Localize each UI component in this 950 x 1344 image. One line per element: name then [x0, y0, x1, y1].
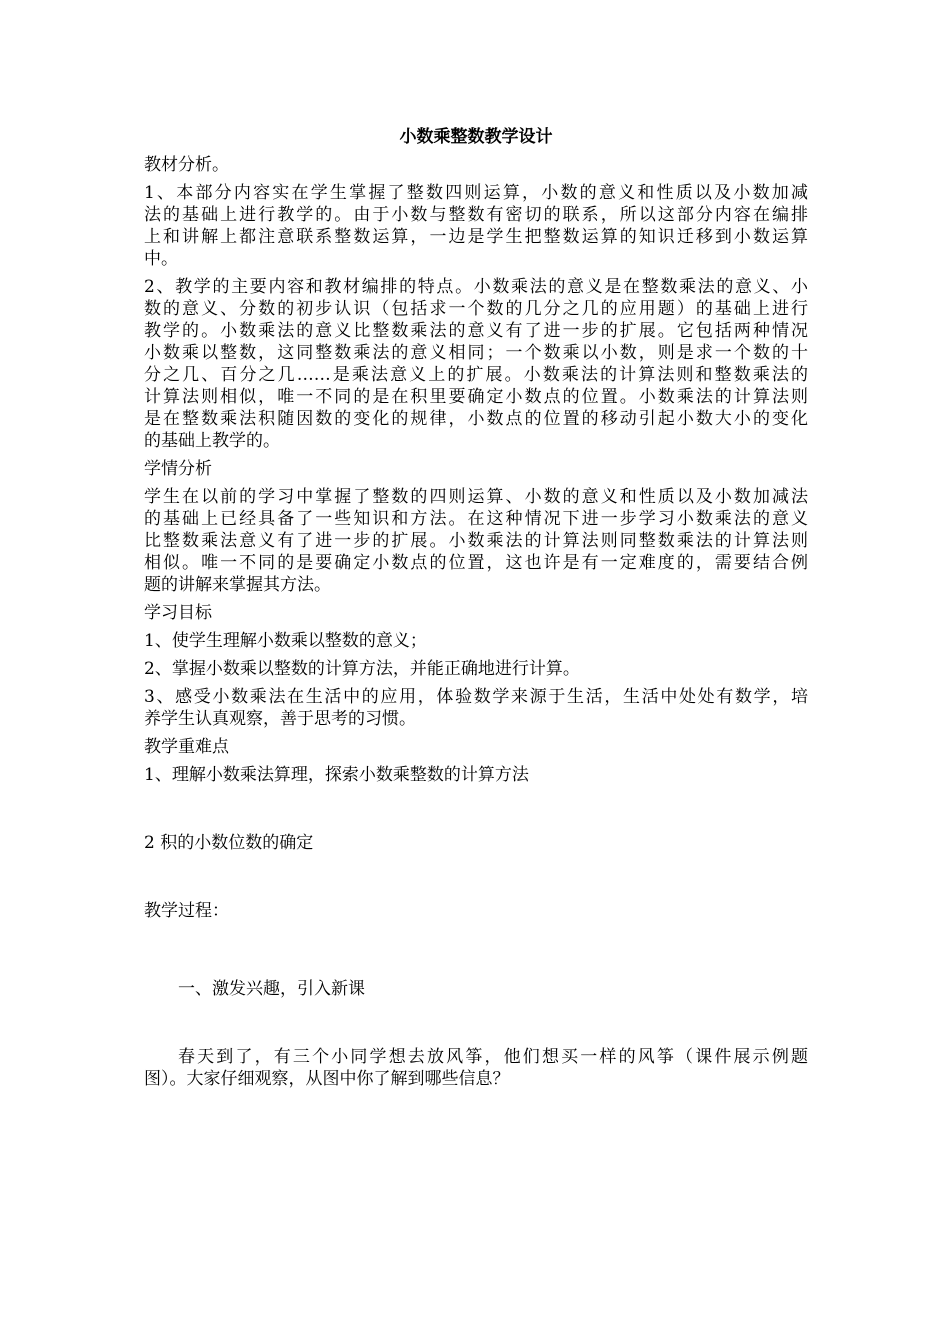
paragraph-line: 3、感受小数乘法在生活中的应用，体验数学来源于生活，生活中处处有数学，培 [144, 687, 808, 707]
paragraph-2 [144, 276, 808, 452]
key-point-2: 2 积的小数位数的确定 [144, 833, 314, 853]
paragraph-line: 2、教学的主要内容和教材编排的特点。小数乘法的意义是在整数乘法的意义、小 [144, 277, 808, 297]
paragraph-line: 1、本部分内容实在学生掌握了整数四则运算，小数的意义和性质以及小数加减 [144, 183, 808, 203]
document-title: 小数乘整数教学设计 [399, 127, 553, 147]
paragraph-line: 养学生认真观察，善于思考的习惯。 [144, 709, 416, 729]
paragraph-line: 的基础上已经具备了一些知识和方法。在这种情况下进一步学习小数乘法的意义 [144, 509, 808, 529]
paragraph-line: 春天到了，有三个小同学想去放风筝，他们想买一样的风筝（课件展示例题 [178, 1047, 808, 1067]
section-heading-material: 教材分析。 [144, 155, 229, 175]
document-page [144, 124, 808, 1090]
paragraph-line: 法的基础上进行教学的。由于小数与整数有密切的联系，所以这部分内容在编排 [144, 205, 808, 225]
paragraph-line: 的基础上教学的。 [144, 431, 280, 451]
paragraph-3 [144, 486, 808, 596]
goal-item-1: 1、使学生理解小数乘以整数的意义； [144, 631, 427, 651]
paragraph-line: 是在整数乘法积随因数的变化的规律，小数点的位置的移动引起小数大小的变化 [144, 409, 808, 429]
paragraph-4 [144, 1046, 808, 1090]
goal-item-2: 2、掌握小数乘以整数的计算方法，并能正确地进行计算。 [144, 659, 580, 679]
paragraph-line: 比整数乘法意义有了进一步的扩展。小数乘法的计算法则同整数乘法的计算法则 [144, 531, 808, 551]
paragraph-line: 学生在以前的学习中掌握了整数的四则运算、小数的意义和性质以及小数加减法 [144, 487, 808, 507]
paragraph-line: 中。 [144, 249, 178, 269]
key-point-1: 1、理解小数乘法算理，探索小数乘整数的计算方法 [144, 765, 529, 785]
paragraph-line: 上和讲解上都注意联系整数运算，一边是学生把整数运算的知识迁移到小数运算 [144, 227, 808, 247]
paragraph-line: 分之几、百分之几……是乘法意义上的扩展。小数乘法的计算法则和整数乘法的 [144, 365, 808, 385]
section-heading-student: 学情分析 [144, 459, 212, 479]
paragraph-line: 相似。唯一不同的是要确定小数点的位置，这也许是有一定难度的，需要结合例 [144, 553, 808, 573]
paragraph-1 [144, 182, 808, 270]
process-step-1: 一、激发兴趣，引入新课 [178, 979, 365, 999]
paragraph-line: 题的讲解来掌握其方法。 [144, 575, 331, 595]
section-heading-key-points: 教学重难点 [144, 737, 229, 757]
paragraph-line: 数的意义、分数的初步认识（包括求一个数的几分之几的应用题）的基础上进行 [144, 299, 808, 319]
paragraph-line: 计算法则相似，唯一不同的是在积里要确定小数点的位置。小数乘法的计算法则 [144, 387, 808, 407]
section-heading-process: 教学过程： [144, 901, 229, 921]
paragraph-line: 小数乘以整数，这同整数乘法的意义相同；一个数乘以小数，则是求一个数的十 [144, 343, 808, 363]
paragraph-line: 图）。大家仔细观察，从图中你了解到哪些信息？ [144, 1069, 510, 1089]
paragraph-line: 教学的。小数乘法的意义比整数乘法的意义有了进一步的扩展。它包括两种情况 [144, 321, 808, 341]
section-heading-goals: 学习目标 [144, 603, 212, 623]
goal-item-3 [144, 686, 808, 730]
